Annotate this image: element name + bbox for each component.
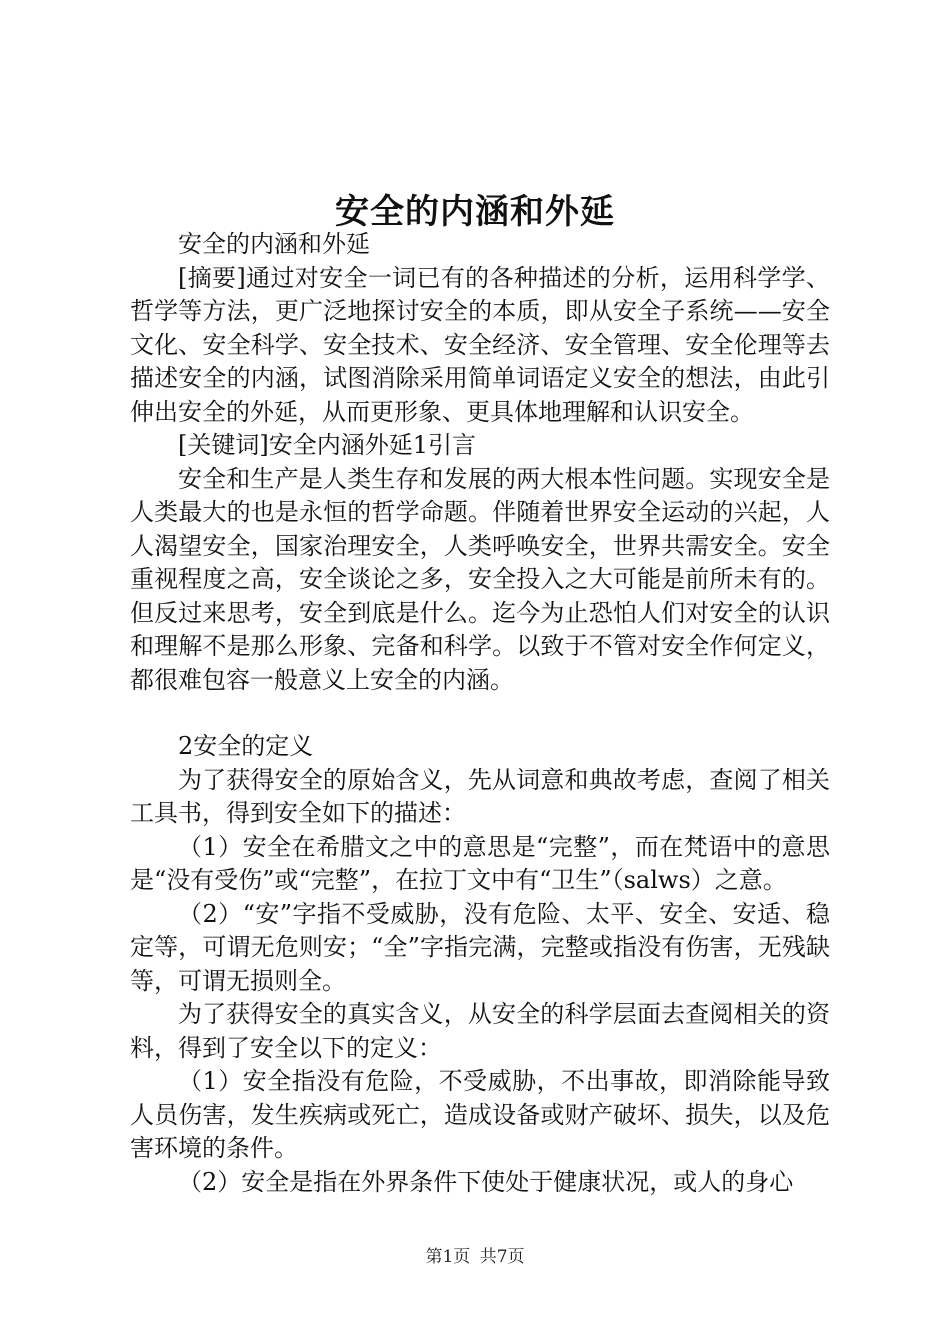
paragraph-heading-repeat: 安全的内涵和外延 [178, 230, 370, 258]
page-number-footer: 第1页 共7页 [425, 1247, 525, 1267]
section-heading-definition: 2安全的定义 [178, 732, 314, 760]
paragraph-scientific-item-2: （2）安全是指在外界条件下使处于健康状况，或人的身心 [178, 1167, 794, 1196]
document-title: 安全的内涵和外延 [335, 192, 615, 232]
paragraph-definition-item-1: （1）安全在希腊文之中的意思是“完整”，而在梵语中的意思是“没有受伤”或“完整”，在拉丁文中有“卫生”（salws）之意。 [130, 832, 830, 894]
paragraph-keywords: [关键词]安全内涵外延1引言 [178, 431, 476, 459]
paragraph-introduction: 安全和生产是人类生存和发展的两大根本性问题。实现安全是人类最大的也是永恒的哲学命题。伴随着世界安全运动的兴起，人人渴望安全，国家治理安全，人类呼唤安全，世界共需安全。安全重视程度之高，安全谈论之多，安全投入之大可能是前所未有的。但反过来思考，安全到底是什么。迄今为止恐怕人们对安全的认识和理解不是那么形象、完备和科学。以致于不管对安全作何定义，都很难包容一般意义上安全的内涵。 [130, 464, 830, 694]
paragraph-definition-intro: 为了获得安全的原始含义，先从词意和典故考虑，查阅了相关工具书，得到安全如下的描述： [130, 765, 830, 827]
paragraph-definition-item-2: （2）“安”字指不受威胁，没有危险、太平、安全、安适、稳定等，可谓无危则安；“全”字指完满，完整或指没有伤害，无残缺等，可谓无损则全。 [130, 899, 830, 995]
document-body [130, 228, 830, 1199]
paragraph-scientific-item-1: （1）安全指没有危险，不受威胁，不出事故，即消除能导致人员伤害，发生疾病或死亡，造成设备或财产破坏、损失，以及危害环境的条件。 [130, 1067, 830, 1162]
paragraph-abstract: [摘要]通过对安全一词已有的各种描述的分析，运用科学学、哲学等方法，更广泛地探讨安全的本质，即从安全子系统——安全文化、安全科学、安全技术、安全经济、安全管理、安全伦理等去描述安全的内涵，试图消除采用简单词语定义安全的想法，由此引伸出安全的外延，从而更形象、更具体地理解和认识安全。 [130, 263, 830, 426]
paragraph-scientific-intro: 为了获得安全的真实含义，从安全的科学层面去查阅相关的资料，得到了安全以下的定义： [130, 1000, 830, 1062]
